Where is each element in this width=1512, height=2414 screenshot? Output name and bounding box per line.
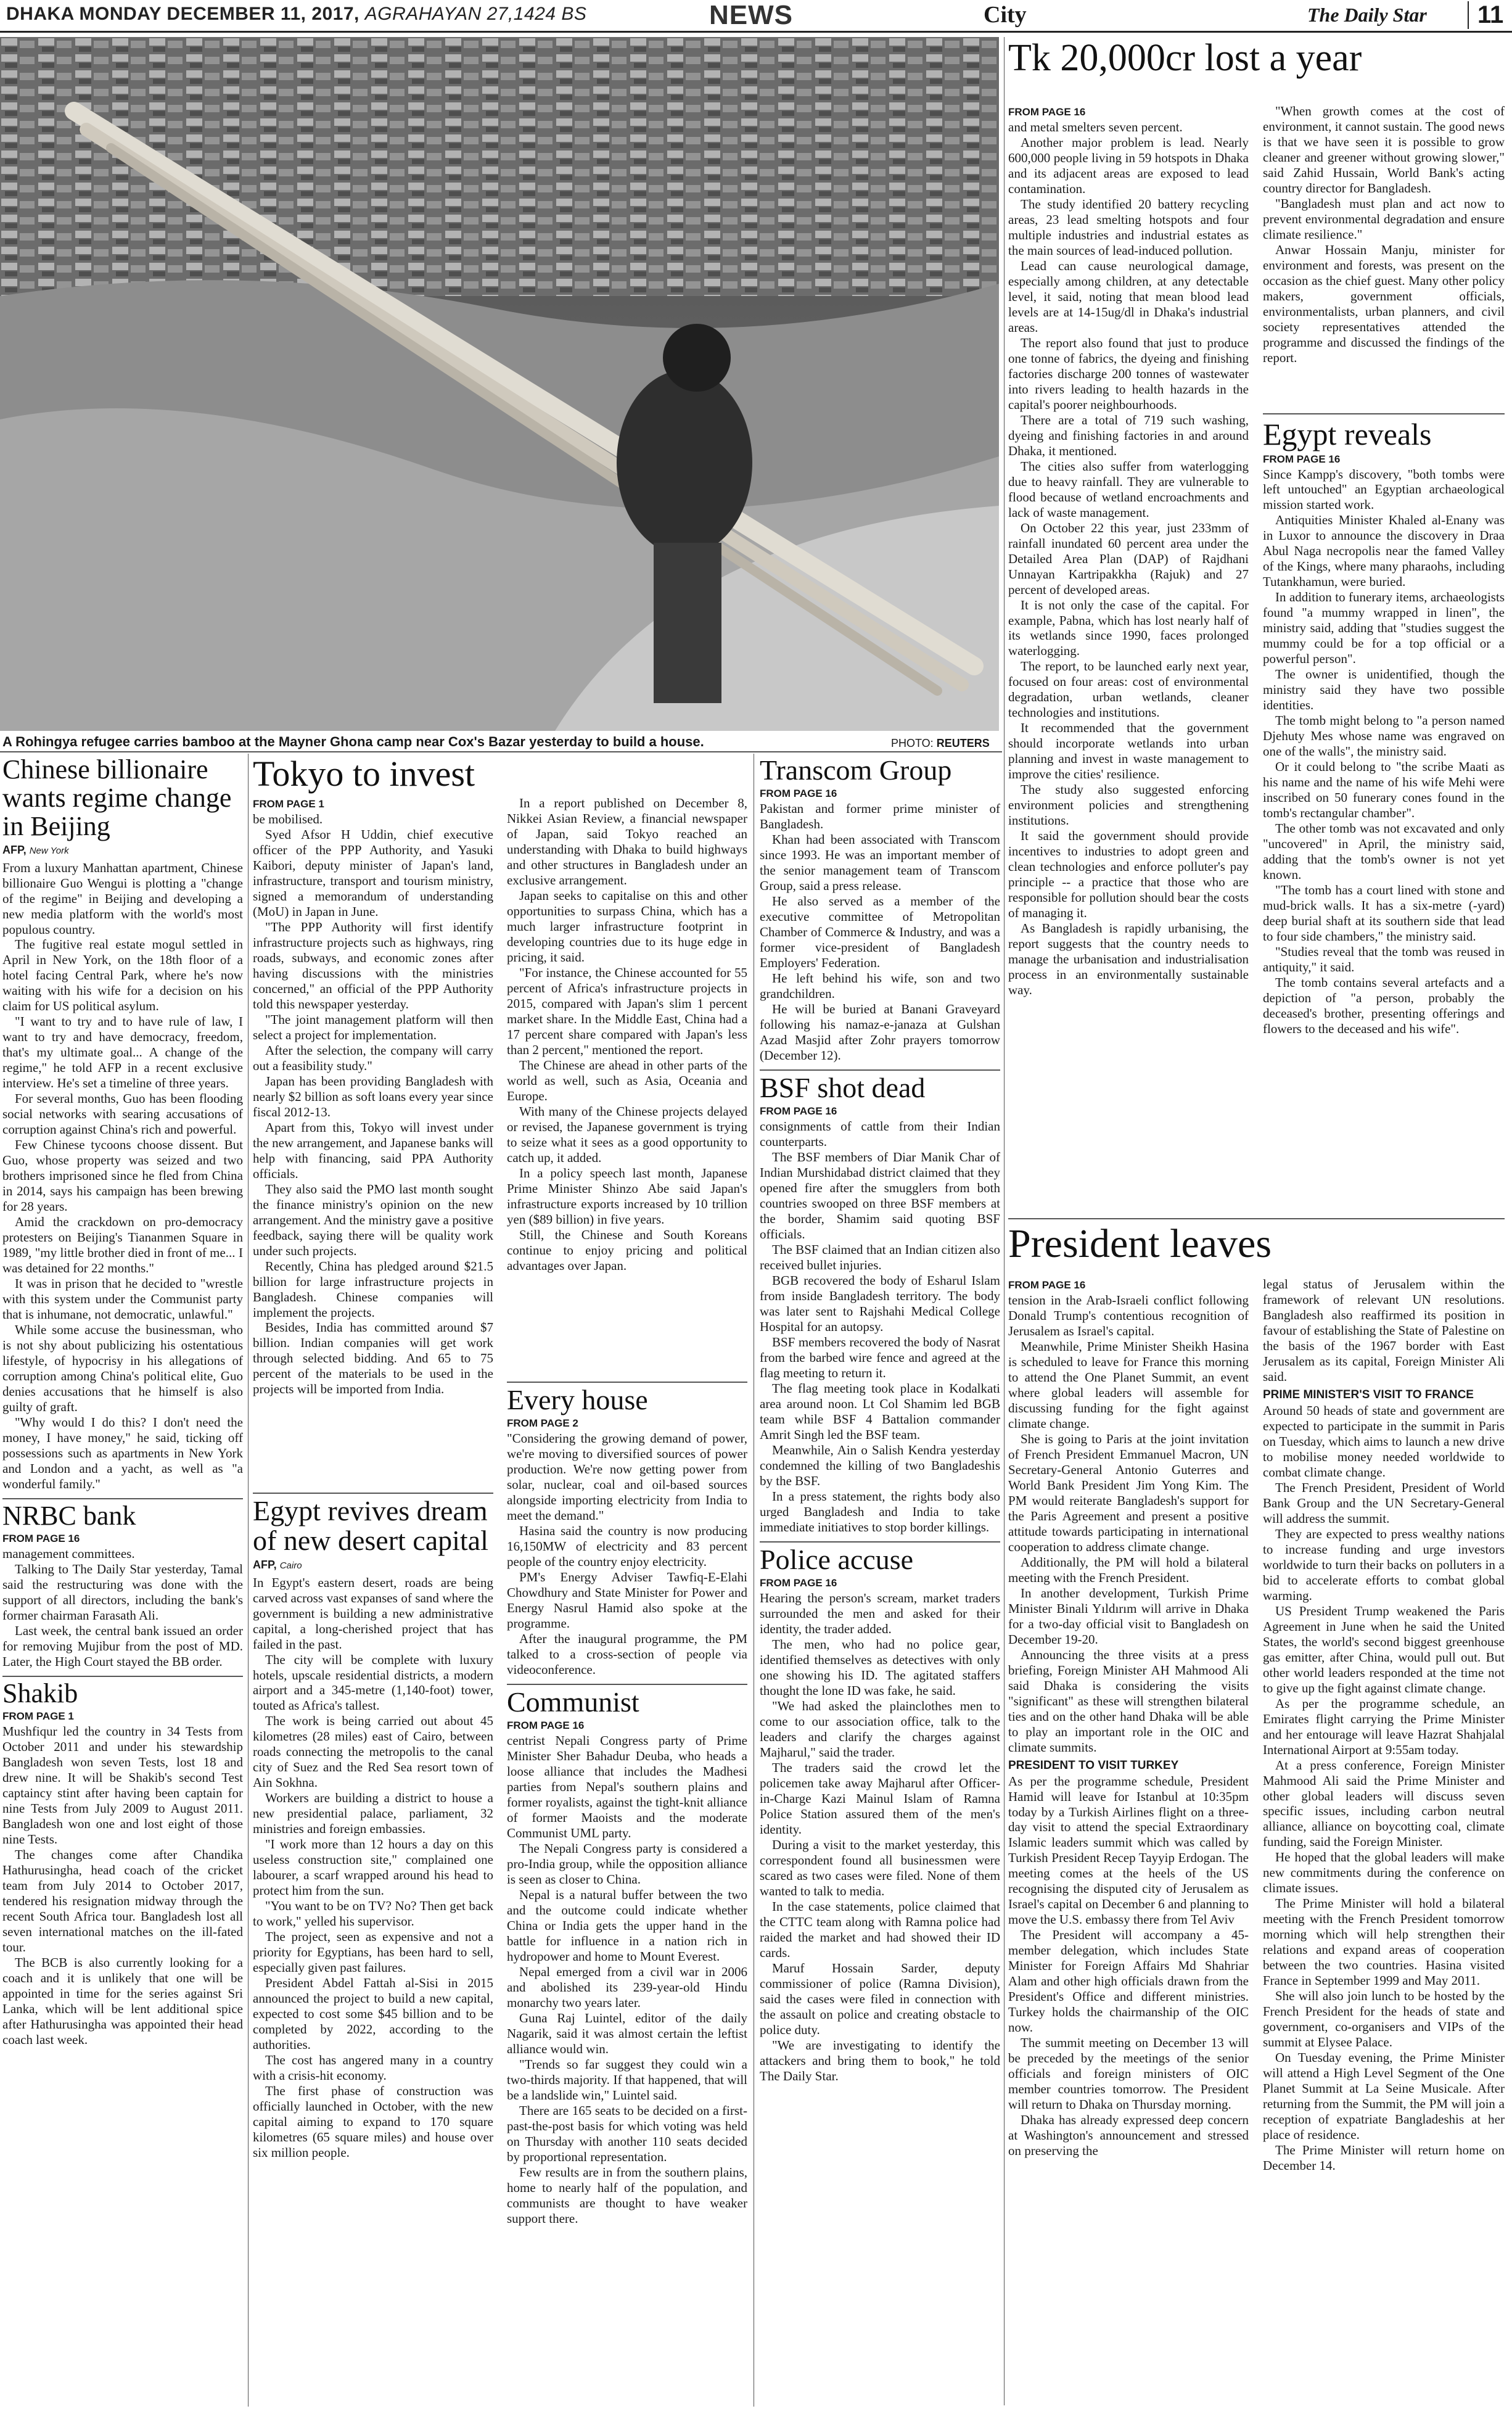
headline-communist: Communist	[507, 1686, 639, 1718]
kicker: FROM PAGE 16	[760, 1577, 837, 1589]
column-rule	[248, 754, 249, 2407]
column-rule	[1004, 37, 1005, 2405]
photo-credit: PHOTO: REUTERS	[891, 737, 990, 749]
story-bsf	[760, 1069, 1000, 1535]
byline: AFP, New York	[2, 843, 69, 856]
subhead-france: PRIME MINISTER'S VISIT TO FRANCE	[1263, 1388, 1474, 1401]
kicker: FROM PAGE 16	[507, 1720, 585, 1732]
story-tokyo-col2	[507, 796, 747, 1274]
story-tokyo-col1	[253, 796, 493, 1397]
body-text: "Considering the growing demand of power, we're moving to diversified sources of power production. We're now getting power from solar, nuclear, coal and oil-based sources alongside importing electricity from India to meet the demand." Hasina said the country is now producing 16,150MW of electricity and 83 percent people of the country enjoy electricity. PM's Energy Adviser Tawfiq-E-Elahi Chowdhury and State Minister for Power and Energy Nasrul Hamid also spoke at the programme. After the inaugural programme, the PM talked to a cross-section of people via videoconference.	[507, 1431, 747, 1678]
bangla-date: AGRAHAYAN 27,1424 BS	[364, 4, 587, 24]
kicker: FROM PAGE 2	[507, 1417, 578, 1430]
story-nrbc	[2, 1498, 243, 1670]
body-text: In a report published on December 8, Nikkei Asian Review, a financial newspaper of Japan, said Tokyo reached an understanding with Dhaka to build highways and other structures in Bangladesh under an exclusive arrangement. Japan seeks to capitalise on this and other opportunities to surpass China, which has a much larger infrastructure footprint in developing countries due to its huge edge in pricing, it said. "For instance, the Chinese accounted for 55 percent of Africa's infrastructure projects in 2015, compared with Japan's slim 1 percent market share. In the Middle East, China had a 17 percent share compared with Japan's less than 2 percent," mentioned the report. The Chinese are ahead in other parts of the world as well, such as Asia, Oceania and Europe. With many of the Chinese projects delayed or revised, the Japanese government is trying to seize what it sees as a good opportunity to catch up, it added. In a policy speech last month, Japanese Prime Minister Shinzo Abe said Japan's infrastructure exports increased by 10 trillion yen ($89 billion) in five years. Still, the Chinese and South Koreans continue to enjoy pricing and political advantages over Japan.	[507, 796, 747, 1273]
headline-egypt-revives: Egypt revives dream of new desert capital	[253, 1495, 488, 1557]
body-text: be mobilised. Syed Afsor H Uddin, chief executive officer of the PPP Authority, and Yasuki Kaibori, deputy minister of Japan's land, infrastructure, transport and tourism ministry, signed a memorandum of understanding (MoU) in Japan in June. "The PPP Authority will first identify infrastructure projects such as highways, ring roads, subways, and economic zones after having discussions with the ministries concerned," an official of the PPP Authority told this newspaper yesterday. "The joint management platform will then select a project for implementation. After the selection, the company will carry out a feasibility study." Japan has been providing Bangladesh with nearly $2 billion as soft loans every year since fiscal 2012-13. Apart from this, Tokyo will invest under the new arrangement, and Japanese banks will help with financing, said PPA Authority officials. They also said the PMO last month sought the finance ministry's opinion on the new arrangement. And the ministry gave a positive feedback, saying there will be quality work under such projects. Recently, China has pledged around $21.5 billion for large infrastructure projects in Bangladesh. Chinese companies will implement the projects. Besides, India has committed around $7 billion. Indian companies will get work through selected bidding. And 65 to 75 percent of the materials to be used in the projects will be imported from India.	[253, 812, 493, 1397]
body-text: Mushfiqur led the country in 34 Tests from October 2011 and under his stewardship Bangladesh won seven Tests, lost 18 and drew nine. It will be Shakib's second Test captaincy stint after having been captain for nine Tests from July 2009 to August 2011. Bangladesh won one and lost eight of those nine Tests. The changes come after Chandika Hathurusingha, head coach of the cricket team from July 2014 to October 2017, tendered his resignation midway through the recent South Africa tour. Bangladesh lost all seven international matches on the ill-fated tour. The BCB is also currently looking for a coach and it is unlikely that one will be appointed in time for the series against Sri Lanka, which will be lent additional spice after Hathurusingha was appointed their head coach last week.	[2, 1724, 243, 2047]
headline-every-house: Every house	[507, 1384, 648, 1415]
kicker: FROM PAGE 1	[253, 798, 324, 810]
story-transcom	[760, 756, 1000, 2084]
body-text: From a luxury Manhattan apartment, Chinese billionaire Guo Wengui is plotting a "change of the regime" in Beijing and developing a new media platform with the world's most populous country. The fugitive real estate mogul settled in April in New York, on the 18th floor of a hotel facing Central Park, where he's now waiting with his wife for a decision on his claim for US political asylum. "I want to try and to have rule of law, I want to try and have democracy, freedom, that's my ultimate goal... A change of the regime," he told AFP in a recent exclusive interview. He's set a timeline of three years. For several months, Guo has been flooding social networks with searing accusations of corruption against China's rich and powerful. Few Chinese tycoons choose dissent. But Guo, whose property was seized and two brothers imprisoned since he fled from China in 2014, says his campaign has been brewing for 28 years. Amid the crackdown on pro-democracy protesters on Beijing's Tiananmen Square in 1989, "my little brother died in front of me... I was detained for 22 months." It was in prison that he decided to "wrestle with this system under the Communist party that is inhumane, not democratic, unlawful." While some accuse the businessman, who is not shy about publicizing his ostentatious lifestyle, of hypocrisy in his allegations of corruption among China's political elite, Guo denies accusations that he himself is also guilty of graft. "Why would I do this? I don't need the money, I have money," he said, ticking off possessions such as apartments in New York and London and a yacht, as well as "a wonderful family."	[2, 860, 243, 1491]
body-text: In Egypt's eastern desert, roads are being carved across vast expanses of sand where the government is building a new administrative capital, a long-cherished project that has failed in the past. The city will be complete with luxury hotels, upscale residential districts, a modern airport and a 345-metre (1,140-foot) tower, touted as Africa's tallest. The work is being carried out about 45 kilometres (28 miles) east of Cairo, between roads connecting the metropolis to the canal city of Suez and the Red Sea resort town of Ain Sokhna. Workers are building a district to house a new presidential palace, parliament, 32 ministries and foreign embassies. "I work more than 12 hours a day on this useless construction site," complained one labourer, a scarf wrapped around his head to protect him from the sun. "You want to be on TV? No? Then get back to work," yelled his supervisor. The project, seen as expensive and not a priority for Egyptians, has been hard to sell, especially given past failures. President Abdel Fattah al-Sisi in 2015 announced the project to build a new capital, expected to cost some $45 billion and to be completed by 2022, according to the authorities. The cost has angered many in a country with a crisis-hit economy. The first phase of construction was officially launched in October, with the new capital aiming to expand to 170 square kilometres (65 square miles) and house over six million people.	[253, 1575, 493, 2161]
headline-tk20000: Tk 20,000cr lost a year	[1008, 37, 1362, 79]
headline-bsf: BSF shot dead	[760, 1072, 926, 1104]
story-egypt-reveals	[1263, 413, 1505, 1037]
story-tk20000-col2	[1263, 104, 1505, 366]
body-text: management committees. Talking to The Daily Star yesterday, Tamal said the restructuring was done with the support of all directors, including the bank's former chairman Farasath Ali. Last week, the central bank issued an order for removing Mujibur from the post of MD. Later, the High Court stayed the BB order.	[2, 1546, 243, 1669]
story-every-house	[507, 1382, 747, 2227]
divider	[0, 751, 1002, 752]
kicker: FROM PAGE 1	[2, 1710, 74, 1723]
headline-chinese-billionaire: Chinese billionaire wants regime change in Beijing	[2, 754, 232, 842]
story-chinese-billionaire	[2, 756, 243, 2048]
story-tk20000-col1	[1008, 104, 1249, 998]
body-text: consignments of cattle from their Indian counterparts. The BSF members of Diar Manik Char of Indian Murshidabad district claimed that they opened fire after the smugglers from both countries swooped on three BSF members at the border, Shamim said quoting BSF officials. The BSF claimed that an Indian citizen also received bullet injuries. BGB recovered the body of Esharul Islam from inside Bangladesh territory. The body was later sent to Rajshahi Medical College Hospital for an autopsy. BSF members recovered the body of Nasrat from the barbed wire fence and agreed at the flag meeting to return it. The flag meeting took place in Kodalkati area around noon. Lt Col Shamim led BGB team while BSF 4 Battalion commander Amrit Singh led the BSF team. Meanwhile, Ain o Salish Kendra yesterday condemned the killing of two Bangladeshis by the BSF. In a press statement, the rights body also urged Bangladesh and India to take immediate initiatives to stop border killings.	[760, 1119, 1000, 1534]
body-text: Pakistan and former prime minister of Bangladesh. Khan had been associated with Transcom since 1993. He was an important member of the senior management team of Transcom Group, said a press release. He also served as a member of the executive committee of Metropolitan Chamber of Commerce & Industry, and was a former vice-president of Bangladesh Employers' Federation. He left behind his wife, son and two grandchildren. He will be buried at Banani Graveyard following his namaz-e-janaza at Gulshan Azad Masjid after Zohr prayers tomorrow (December 12).	[760, 801, 1000, 1063]
headline-egypt-reveals: Egypt reveals	[1263, 417, 1432, 451]
headline-shakib: Shakib	[2, 1678, 78, 1708]
kicker: FROM PAGE 16	[2, 1533, 80, 1545]
story-egypt-revives	[253, 1493, 493, 2161]
section-news: NEWS	[709, 0, 793, 30]
kicker: FROM PAGE 16	[1263, 453, 1341, 465]
headline-transcom: Transcom Group	[760, 754, 952, 786]
body-text: and metal smelters seven percent. Another major problem is lead. Nearly 600,000 people living in 59 hotspots in Dhaka and its adjacent areas are exposed to lead contamination. The study identified 20 battery recycling areas, 23 lead smelting hotspots and four multiple industries and industrial estates as the main sources of lead-induced pollution. Lead can cause neurological damage, especially among children, at any detectable level, it said, noting that mean blood lead levels are at 14-15ug/dl in Dhaka's industrial areas. The report also found that just to produce one tonne of fabrics, the dyeing and finishing factories discharge 200 tonnes of wastewater into rivers leading to health hazards in the capital's poorer neighbourhoods. There are a total of 719 such washing, dyeing and finishing factories in and around Dhaka, it mentioned. The cities also suffer from waterlogging due to heavy rainfall. They are vulnerable to flood because of wetland encroachments and lack of waste management. On October 22 this year, just 233mm of rainfall inundated 60 percent area under the Detailed Area Plan (DAP) of Rajdhani Unnayan Kartripakkha (Rajuk) and 27 percent of developed areas. It is not only the case of the capital. For example, Pabna, which has lost nearly half of its wetlands since 1990, faces prolonged waterlogging. The report, to be launched early next year, focused on four areas: cost of environmental degradation, urban wetlands, cleaner technologies and institutions. It recommended that the government should incorporate wetlands into urban planning and invest in waste management to improve the cities' resilience. The study also suggested enforcing environment policies and strengthening institutions. It said the government should provide incentives to industries to adopt green and clean technologies and enforce polluter's pay principle -- a practice that those who are responsible for pollution should bear the costs of managing it. As Bangladesh is rapidly urbanising, the report suggests that the country needs to manage the urbanisation and industrialisation process in an environmentally sustainable way.	[1008, 120, 1249, 998]
section-city: City	[984, 2, 1027, 28]
body-text: legal status of Jerusalem within the framework of relevant UN resolutions. Bangladesh also reaffirmed its position in favour of establishing the State of Palestine on the basis of the 1967 border with East Jerusalem as its capital, Foreign Minister Ali said.	[1263, 1277, 1505, 1384]
subhead-turkey: PRESIDENT TO VISIT TURKEY	[1008, 1758, 1179, 1772]
body-text: As per the programme schedule, President Hamid will leave for Istanbul at 10:35pm today by a Turkish Airlines flight on a three-day visit to attend the special Extraordinary Islamic leaders summit which was called by Turkish President Recep Tayyip Erdogan. The meeting comes at the heels of the US recognising the disputed city of Jerusalem as Israel's capital on December 6 and planning to move the U.S. embassy there from Tel Aviv The President will accompany a 45-member delegation, which includes State Minister for Foreign Affairs Md Shahriar Alam and other high officials drawn from the President's Office and different ministries. Turkey holds the chairmanship of the OIC now. The summit meeting on December 13 will be preceded by the meetings of the senior officials and foreign ministers of OIC member countries tomorrow. The President will return to Dhaka on Thursday morning. Dhaka has already expressed deep concern at Washington's announcement and stressed on preserving the	[1008, 1773, 1249, 2159]
body-text: Hearing the person's scream, market traders surrounded the men and asked for their identity, the trader added. The men, who had no police gear, identified themselves as detectives with only one showing his ID. The agitated staffers thought the lone ID was fake, he said. "We had asked the plainclothes men to come to our association office, talk to the leaders and clarify the charges against Majharul," said the trader. The traders said the crowd let the policemen take away Majharul after Officer-in-Charge Kazi Mainul Islam of Ramna Police Station assured them of the men's identity. During a visit to the market yesterday, this correspondent found all businessmen were scared as two cases were filed. None of them wanted to talk to media. In the case statements, police claimed that the CTTC team along with Ramna police had raided the market and had showed their ID cards. Maruf Hossain Sarder, deputy commissioner of police (Ramna Division), said the cases were filed in connection with the assault on police and creating obstacle to police duty. "We are investigating to identify the attackers and bring them to book," he told The Daily Star.	[760, 1591, 1000, 2083]
headline-police: Police accuse	[760, 1543, 914, 1575]
story-police	[760, 1541, 1000, 2084]
body-text: tension in the Arab-Israeli conflict following Donald Trump's contentious recognition of Jerusalem as Israel's capital. Meanwhile, Prime Minister Sheikh Hasina is scheduled to leave for France this morning to attend the One Planet Summit, an event where global leaders will assemble for discussing funding for the fight against climate change. She is going to Paris at the joint invitation of French President Emmanuel Macron, UN Secretary-General Antonio Guterres and World Bank President Jim Yong Kim. The PM would reiterate Bangladesh's support for the Paris Agreement and present a positive attitude towards participating in international cooperation to address climate change. Additionally, the PM will hold a bilateral meeting with the French President. In another development, Turkish Prime Minister Binali Yıldırım will arrive in Dhaka for a two-day official visit to Bangladesh on December 19-20. Announcing the three visits at a press briefing, Foreign Minister AH Mahmood Ali said Dhaka is considering the visits "significant" as these will strengthen bilateral ties and on the other hand Dhaka will be able to play an important role in the OIC and climate summits.	[1008, 1293, 1249, 1755]
body-text: "When growth comes at the cost of environment, it cannot sustain. The good news is that we have seen it is possible to grow cleaner and greener without growing slower," said Zahid Hussain, World Bank's acting country director for Bangladesh. "Bangladesh must plan and act now to prevent environmental degradation and ensure climate resilience." Anwar Hossain Manju, minister for environment and forests, was present on the occasion as the chief guest. Many other policy makers, government officials, environmentalists, urban planners, and civil society representatives attended the programme and discussed the findings of the report.	[1263, 104, 1505, 365]
story-communist	[507, 1684, 747, 2227]
kicker: FROM PAGE 16	[760, 1105, 837, 1118]
dateline: DHAKA MONDAY DECEMBER 11, 2017, AGRAHAYAN 27,1424 BS	[6, 4, 587, 24]
photo-caption: A Rohingya refugee carries bamboo at the Mayner Ghona camp near Cox's Bazar yesterday to build a house.	[2, 734, 704, 749]
story-president-col2	[1263, 1277, 1505, 2173]
kicker: FROM PAGE 16	[1008, 1279, 1086, 1291]
paper-logo: The Daily Star	[1307, 4, 1427, 26]
page-number: 11	[1468, 1, 1503, 29]
byline: AFP, Cairo	[253, 1558, 302, 1571]
news-photo	[0, 37, 999, 731]
body-text: Since Kampp's discovery, "both tombs were left untouched" an Egyptian archaeological mission started work. Antiquities Minister Khaled al-Enany was in Luxor to announce the discovery in Draa Abul Naga necropolis near the famed Valley of the Kings, where many pharaohs, including Tutankhamun, were buried. In addition to funerary items, archaeologists found "a mummy wrapped in linen", the ministry said, adding that "studies suggest the mummy could be for a top official or a powerful person". The owner is unidentified, though the ministry said they have two possible identities. The tomb might belong to "a person named Djehuty Mes whose name was engraved on one of the walls", the ministry said. Or it could belong to "the scribe Maati as his name and the name of his wife Mehi were inscribed on 50 funerary cones found in the tomb's rectangular chamber". The other tomb was not excavated and only "uncovered" in April, the ministry said, adding that the tomb's owner is not yet known. "The tomb has a court lined with stone and mud-brick walls. It has a six-metre (-yard) deep burial shaft at its southern side that lead to four side chambers," the ministry said. "Studies reveal that the tomb was reused in antiquity," it said. The tomb contains several artefacts and a depiction of "a person, probably the deceased's brother, presenting offerings and flowers to the deceased and his wife".	[1263, 466, 1505, 1036]
kicker: FROM PAGE 16	[760, 788, 837, 800]
headline-tokyo: Tokyo to invest	[253, 754, 475, 794]
photo-illustration	[0, 37, 999, 731]
kicker: FROM PAGE 16	[1008, 106, 1086, 118]
body-text: Around 50 heads of state and government are expected to participate in the summit in Paris on Tuesday, which aims to launch a new drive to mobilise money needed worldwide to combat climate change. The French President, President of World Bank Group and the UN Secretary-General will address the summit. They are expected to press wealthy nations to increase funding and urge investors worldwide to turn their backs on polluters in a bid to accelerate efforts to combat global warming. US President Trump weakened the Paris Agreement in June when he said the United States, the world's second biggest greenhouse gas emitter, after China, would pull out. But other world leaders responded at the time not to give up the fight against climate change. As per the programme schedule, an Emirates flight carrying the Prime Minister and her entourage will leave Hazrat Shahjalal International Airport at 9:55am today. At a press conference, Foreign Minister Mahmood Ali said the Prime Minister and other global leaders will discuss seven specific issues, including carbon neutral alliance, alliance on boycotting coal, climate funding, said the Foreign Minister. He hoped that the global leaders will make new commitments during the conference on climate issues. The Prime Minister will hold a bilateral meeting with the French President tomorrow morning which will help strengthen their relations and expand areas of cooperation between the two countries. Hasina visited France in September 1999 and May 2011. She will also join lunch to be hosted by the French President for the heads of state and government, co-organisers and VIPs of the summit at Elysee Palace. On Tuesday evening, the Prime Minister will attend a High Level Segment of the One Planet Summit at La Seine Musicale. After returning from the Summit, the PM will join a reception of expatriate Bangladeshis at her place of residence. The Prime Minister will return home on December 14.	[1263, 1403, 1505, 2173]
story-shakib	[2, 1676, 243, 2048]
story-president-col1	[1008, 1277, 1249, 2159]
body-text: centrist Nepali Congress party of Prime Minister Sher Bahadur Deuba, who heads a loose alliance that includes the Madhesi parties from Nepal's southern plains and former royalists, against the tight-knit alliance of former Maoists and the moderate Communist UML party. The Nepali Congress party is considered a pro-India group, while the opposition alliance is seen as closer to China. Nepal is a natural buffer between the two and the outcome could indicate whether China or India gets the upper hand in the battle for influence in a nation rich in hydropower and home to Mount Everest. Nepal emerged from a civil war in 2006 and abolished its 239-year-old Hindu monarchy two years later. Guna Raj Luintel, editor of the daily Nagarik, said it was almost certain the leftist alliance would win. "Trends so far suggest they could win a two-thirds majority. If that happened, that will be a landslide win," Luintel said. There are 165 seats to be decided on a first-past-the-post basis for which voting was held on Thursday with another 110 seats decided by proportional representation. Few results are in from the southern plains, home to nearly half of the population, and communists are thought to have weaker support there.	[507, 1733, 747, 2226]
divider	[1008, 1218, 1505, 1219]
headline-nrbc: NRBC bank	[2, 1500, 136, 1531]
headline-president-leaves: President leaves	[1008, 1221, 1272, 1266]
